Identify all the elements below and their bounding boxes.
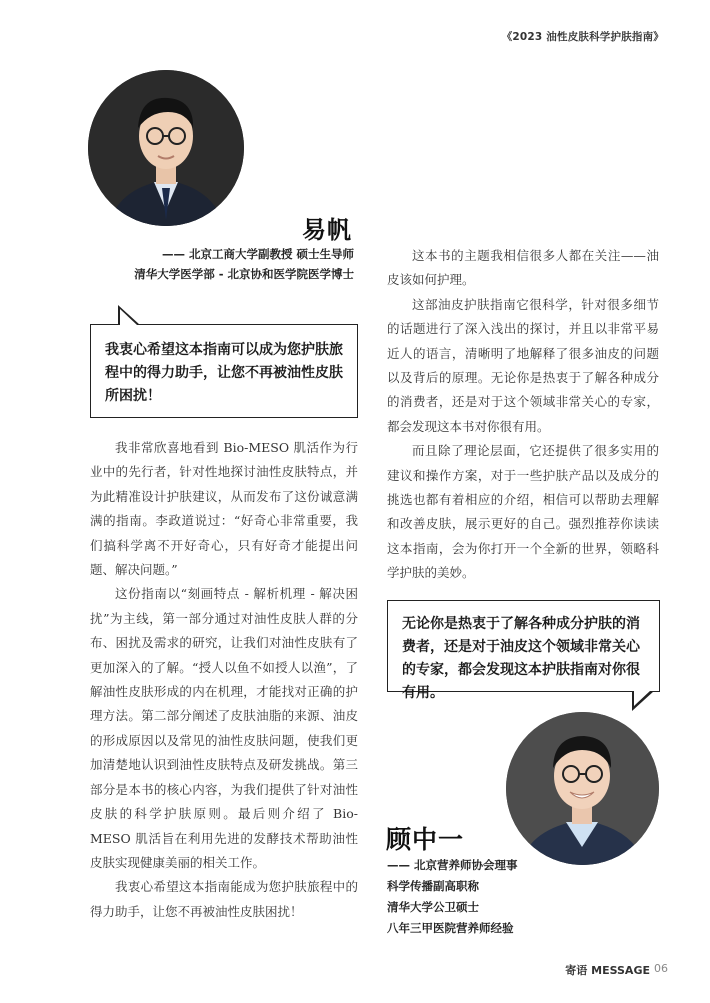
- article-right-column: [387, 244, 659, 586]
- author2-portrait-image: [506, 712, 659, 865]
- article-left-paragraph: 我非常欣喜地看到 Bio-MESO 肌活作为行业中的先行者，针对性地探讨油性皮肤特点，并为此精准设计护肤建议，从而发布了这份诚意满满的指南。李政道说过：“好奇心非常重要，我们搞科学离不开好奇心，只有好奇才能提出问题、解决问题。”: [90, 440, 358, 578]
- quote-bubble-2: [387, 600, 660, 701]
- quote-bubble-1-tail-fill: [120, 309, 137, 325]
- article-left-paragraph: 这份指南以“刻画特点 - 解析机理 - 解决困扰”为主线，第一部分通过对油性皮肤人群的分布、困扰及需求的研究，让我们对油性皮肤有了更加深入的了解。“授人以鱼不如授人以渔”，了解油性皮肤形成的内在机理，才能找对正确的护理方法。第二部分阐述了皮肤油脂的来源、油皮的形成原因以及常见的油性皮肤问题，使我们更加清楚地认识到油性皮肤特点及研发挑战。第三部分是本书的核心内容，为我们提供了针对油性皮肤的科学护肤原则。最后则介绍了 Bio-MESO 肌活旨在利用先进的发酵技术帮助油性皮肤实现健康美丽的相关工作。: [90, 586, 358, 870]
- author2-name: 顾中一: [386, 825, 465, 854]
- article-right-paragraph: 这本书的主题我相信很多人都在关注——油皮该如何护理。: [387, 248, 659, 288]
- quote-1-text: 我衷心希望这本指南可以成为您护肤旅程中的得力助手，让您不再被油性皮肤所困扰！: [105, 342, 343, 404]
- author1-title-line2: 清华大学医学部 - 北京协和医学院医学博士: [134, 267, 354, 281]
- quote-2-text: 无论你是热衷于了解各种成分护肤的消费者，还是对于油皮这个领域非常关心的专家，都会发现这本护肤指南对你很有用。: [402, 616, 640, 701]
- author2-info-line: 八年三甲医院营养师经验: [387, 921, 514, 935]
- author2-info-line: 清华大学公卫硕士: [387, 900, 479, 914]
- article-right-paragraph: 这部油皮护肤指南它很科学，针对很多细节的话题进行了深入浅出的探讨，并且以非常平易近人的语言，清晰明了地解释了很多油皮的问题以及背后的原理。无论你是热衷于了解各种成分的消费者，还是对于这个领域非常关心的专家，都会发现这本书对你很有用。: [387, 296, 659, 434]
- article-left-paragraph: 我衷心希望这本指南能成为您护肤旅程中的得力助手，让您不再被油性皮肤困扰！: [90, 879, 358, 919]
- author1-title-line1: —— 北京工商大学副教授 硕士生导师: [161, 247, 354, 261]
- footer-page-number: 06: [654, 962, 668, 975]
- quote-bubble-1: [90, 324, 358, 418]
- author1-name: 易帆: [302, 216, 352, 244]
- article-right-paragraph: 而且除了理论层面，它还提供了很多实用的建议和操作方案，对于一些护肤产品以及成分的挑选也都有着相应的介绍，相信可以帮助去理解和改善皮肤，展示更好的自己。强烈推荐你读读这本指南，会为你打开一个全新的世界，领略科学护肤的美妙。: [387, 443, 659, 581]
- quote-bubble-2-tail-fill: [634, 690, 651, 706]
- author2-info-line: 科学传播副高职称: [387, 879, 479, 893]
- author2-info-line: —— 北京营养师协会理事: [387, 858, 518, 872]
- author2-avatar: [506, 712, 659, 865]
- footer-section-label: 寄语 MESSAGE: [565, 964, 650, 977]
- article-left-column: [90, 436, 358, 924]
- header-title: 《2023 油性皮肤科学护肤指南》: [501, 31, 664, 43]
- author1-avatar: [88, 70, 244, 226]
- author1-portrait-image: [88, 70, 244, 226]
